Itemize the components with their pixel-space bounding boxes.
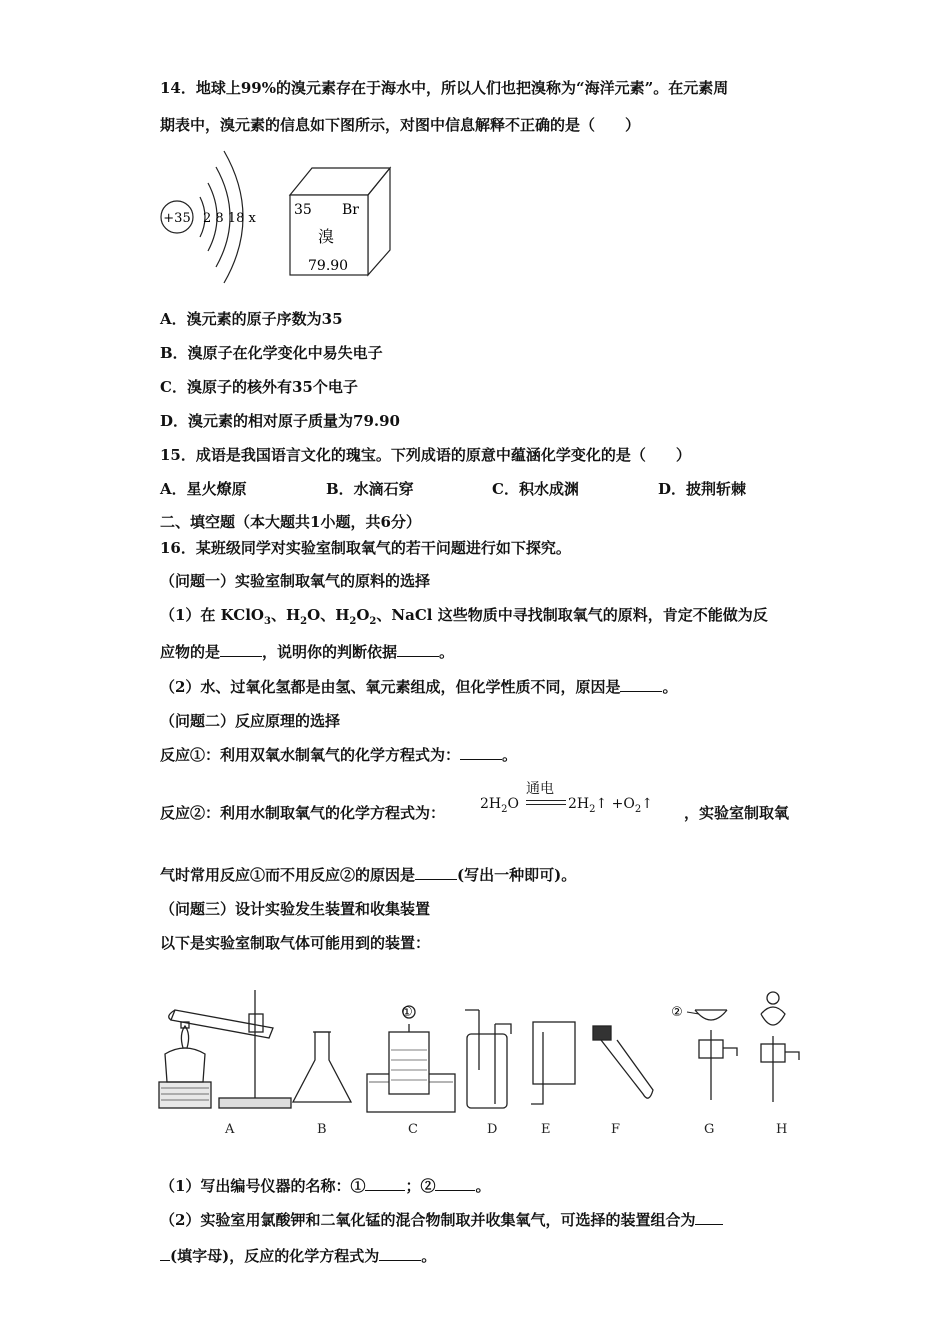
answer-blank[interactable] [397,642,439,657]
apparatus-b [293,1032,351,1102]
q14-stem-line1: 14．地球上99%的溴元素存在于海水中，所以人们也把溴称为“海洋元素”。在元素周 [160,79,729,97]
answer-blank[interactable] [415,865,457,880]
q16-problem3-title: （问题三）设计实验发生装置和收集装置 [160,900,431,918]
marker-1: ① [401,1005,413,1020]
equation-double-line [526,800,566,805]
bromine-periodic-cell [282,160,397,280]
apparatus-c [367,1006,455,1112]
apparatus-f [593,1026,653,1098]
q16-p1-q2: （2）水、过氧化氢都是由氢、氧元素组成，但化学性质不同，原因是 。 [160,678,678,696]
q14-option-c[interactable]: C．溴原子的核外有35个电子 [160,378,358,396]
q16-stem: 16．某班级同学对实验室制取氧气的若干问题进行如下探究。 [160,539,571,557]
answer-blank[interactable] [220,642,262,657]
electrolysis-equation: 通电 $2H_2O$ $2H_2↑$ $+O_2↑$ [480,778,680,824]
answer-blank[interactable] [460,745,502,760]
equation-condition: 通电 [526,781,554,797]
answer-blank[interactable] [379,1246,421,1261]
apparatus-label-f: F [611,1122,621,1137]
q16-problem3-intro: 以下是实验室制取气体可能用到的装置： [160,934,431,952]
apparatus-label-e: E [541,1122,551,1137]
bromine-atom-structure-diagram [158,145,268,290]
answer-blank[interactable] [435,1176,475,1191]
lab-apparatus-figure [155,970,815,1145]
apparatus-d [465,1010,511,1108]
apparatus-h [761,992,799,1102]
apparatus-a [159,990,291,1108]
q16-p3-q2-line1: （2）实验室用氯酸钾和二氧化锰的混合物制取并收集氧气，可选择的装置组合为 [160,1210,723,1230]
nucleus-charge: +35 [163,211,191,226]
apparatus-label-h: H [776,1122,788,1137]
answer-blank[interactable] [620,677,662,692]
q16-reaction2-line2: 气时常用反应①而不用反应②的原因是 (写出一种即可)。 [160,866,577,884]
apparatus-label-a: A [225,1122,235,1137]
q16-problem2-title: （问题二）反应原理的选择 [160,712,341,730]
q16-p1-q1-line2: 应物的是 ，说明你的判断依据 。 [160,643,455,661]
marker-2: ② [671,1005,683,1020]
answer-blank[interactable] [365,1176,405,1191]
q15-option-b[interactable]: B．水滴石穿 [326,480,414,498]
q16-reaction2-text: 反应②：利用水制取氧气的化学方程式为： [160,804,446,822]
q15-option-a[interactable]: A．星火燎原 [160,480,247,498]
element-name: 溴 [318,227,335,246]
apparatus-e [531,1022,575,1104]
q16-problem1-title: （问题一）实验室制取氧气的原料的选择 [160,572,431,590]
q14-option-d[interactable]: D．溴元素的相对原子质量为79.90 [160,412,400,430]
q15-option-d[interactable]: D．披荆斩棘 [658,480,747,498]
q14-option-b[interactable]: B．溴原子在化学变化中易失电子 [160,344,383,362]
q16-p1-q1-line1: （1）在 KClO$_3$、$H_2O$、$H_2O_2$、NaCl 这些物质中寻找制取氧气的原料，肯定不能做为反 [160,606,768,627]
element-symbol: Br [342,202,359,218]
q14-option-a[interactable]: A．溴元素的原子序数为35 [160,310,343,328]
answer-blank[interactable] [695,1210,723,1225]
apparatus-g [695,1010,737,1100]
shell-electron-counts: 2 8 18 x [203,211,256,226]
q15-option-c[interactable]: C．积水成渊 [492,480,579,498]
q16-reaction1: 反应①：利用双氧水制氧气的化学方程式为： 。 [160,746,518,764]
apparatus-label-b: B [317,1122,327,1137]
answer-blank[interactable] [160,1246,170,1261]
apparatus-label-g: G [704,1122,715,1137]
q16-p3-q1: （1）写出编号仪器的名称：① ；② 。 [160,1177,491,1195]
q14-stem-line2: 期表中，溴元素的信息如下图所示，对图中信息解释不正确的是（ ） [160,116,641,134]
atomic-mass: 79.90 [308,258,349,274]
atomic-number: 35 [294,202,312,218]
section-heading-fill-in: 二、填空题（本大题共1小题，共6分） [160,513,421,531]
q16-reaction2-tail: ，实验室制取氧 [684,804,790,822]
apparatus-label-d: D [487,1122,498,1137]
q15-stem: 15．成语是我国语言文化的瑰宝。下列成语的原意中蕴涵化学变化的是（ ） [160,446,691,464]
apparatus-label-c: C [408,1122,418,1137]
q16-p3-q2-line2: (填字母)，反应的化学方程式为 。 [160,1246,436,1266]
